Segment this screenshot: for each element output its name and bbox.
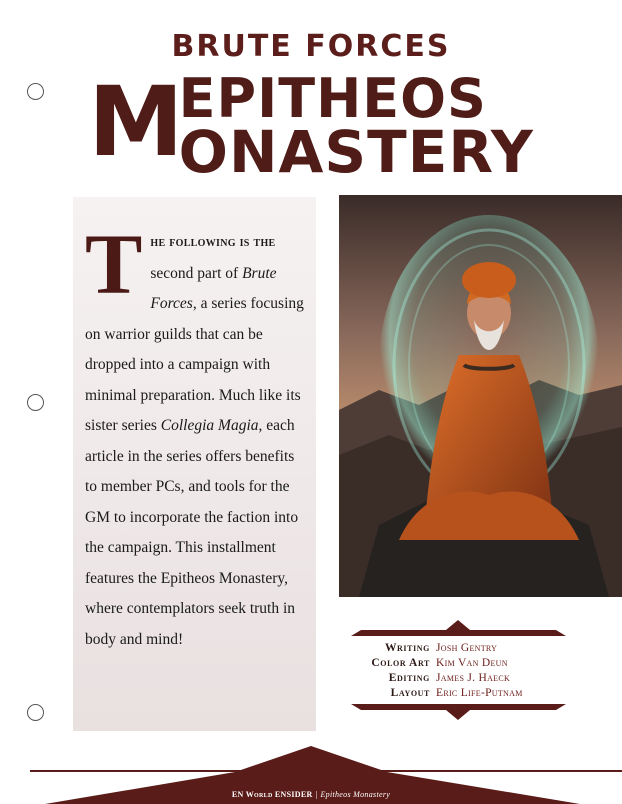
series-title: BRUTE FORCES	[171, 29, 451, 64]
footer-brand: EN World ENSIDER	[231, 790, 313, 799]
credit-name: Kim Van Deun	[436, 657, 508, 669]
footer-separator: |	[315, 790, 318, 799]
credit-row-color-art	[351, 655, 566, 671]
credit-name: Josh Gentry	[436, 642, 498, 654]
drop-cap: T	[85, 216, 143, 312]
credit-role: Editing	[388, 672, 430, 684]
credit-row-editing	[351, 670, 566, 686]
punch-hole-middle	[27, 394, 44, 411]
credits-top-bar	[351, 620, 566, 636]
credits-block	[351, 620, 566, 720]
credit-role: Color Art	[371, 657, 430, 669]
intro-lead: he following is the	[150, 235, 276, 250]
credit-name: Eric Life-Putnam	[436, 687, 523, 699]
page-header	[0, 30, 622, 64]
credit-row-layout	[351, 685, 566, 701]
credit-name: James J. Haeck	[436, 672, 511, 684]
title-line-2: ONASTERY	[178, 118, 534, 186]
credit-role: Writing	[384, 642, 430, 654]
sister-series-name: Collegia Magia	[160, 417, 259, 434]
credit-row-writing	[351, 640, 566, 656]
page-footer	[0, 742, 622, 804]
intro-box	[73, 197, 316, 731]
page-title	[0, 66, 622, 186]
punch-hole-bottom	[27, 704, 44, 721]
series-name: Brute Forces	[150, 264, 277, 312]
intro-text-b: , a series focusing on warrior guilds that can be dropped into a campaign with minimal preparation. Much like its sister series	[85, 295, 304, 434]
title-line-1: EPITHEOS	[178, 67, 487, 130]
credits-bottom-bar	[351, 704, 566, 720]
credit-role: Layout	[390, 687, 430, 699]
footer-text	[0, 790, 622, 799]
monk-illustration	[339, 195, 622, 597]
title-initial: M	[88, 66, 185, 178]
intro-text-a: second part of	[150, 264, 243, 282]
intro-text-c: , each article in the series offers benefits to member PCs, and tools for the GM to incorporate the faction into the campaign. This installment features the Epitheos Monastery, where contemplators seek truth in body and mind!	[85, 417, 299, 648]
footer-publication: Epitheos Monastery	[320, 790, 391, 799]
